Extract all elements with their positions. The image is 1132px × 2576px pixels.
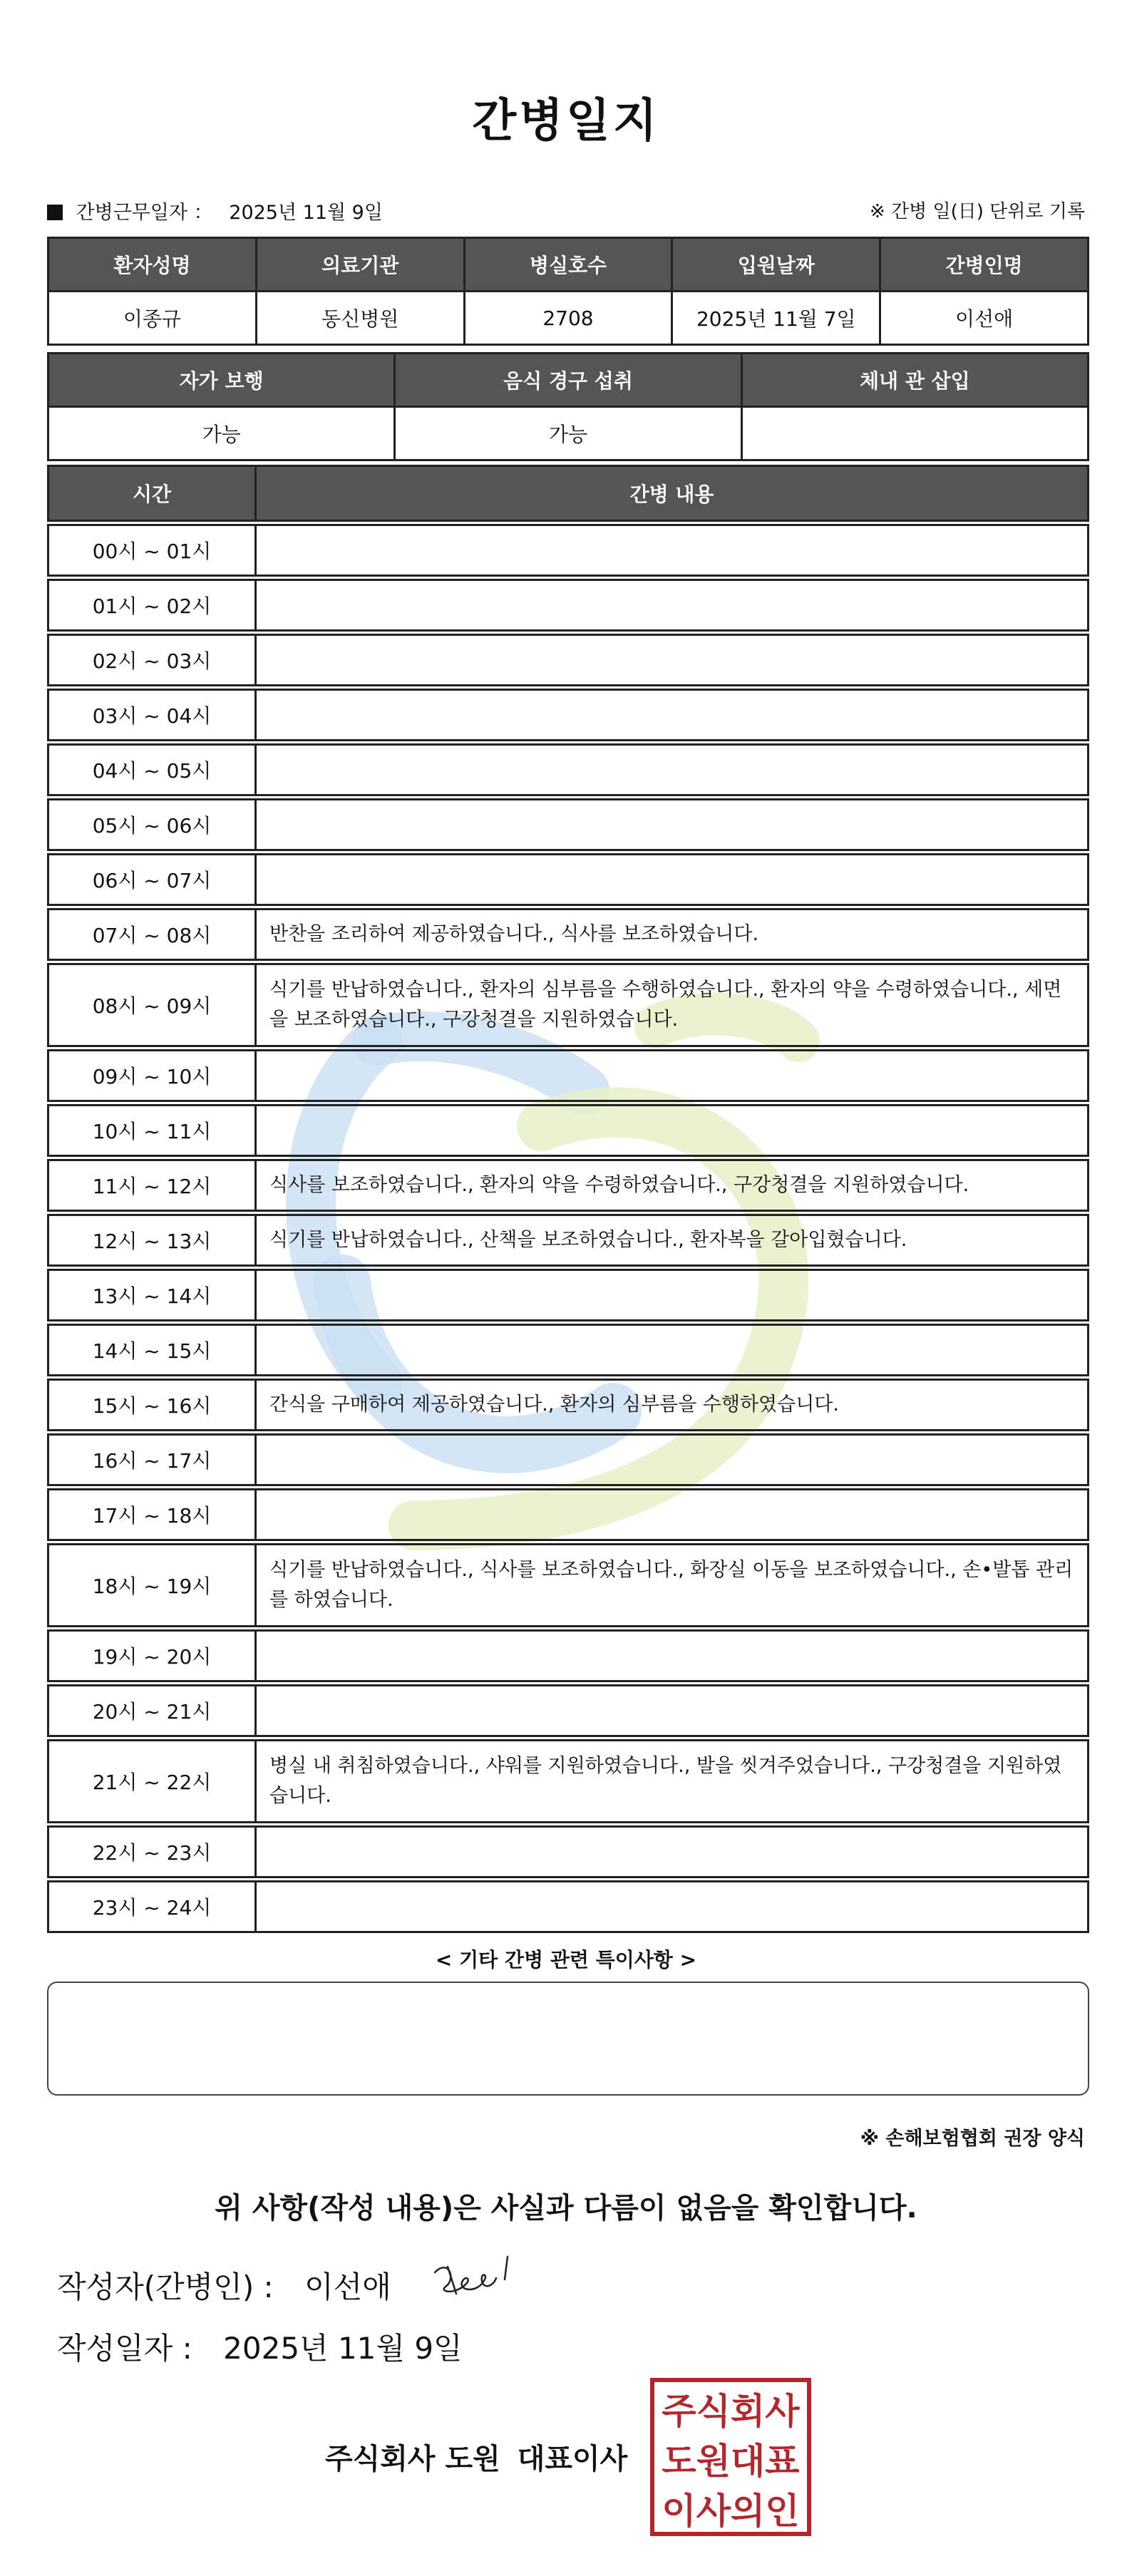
patient-header-row xyxy=(47,237,1089,292)
time-cell: 04시 ~ 05시 xyxy=(47,743,257,796)
time-cell: 08시 ~ 09시 xyxy=(47,963,257,1047)
header-admission-date: 입원날짜 xyxy=(671,237,881,292)
table-row xyxy=(47,1433,1089,1486)
content-cell xyxy=(254,1324,1089,1376)
table-row xyxy=(47,1543,1089,1627)
duty-date-value: 2025년 11월 9일 xyxy=(229,202,383,224)
content-cell xyxy=(254,1433,1089,1486)
time-cell: 11시 ~ 12시 xyxy=(47,1159,257,1212)
content-cell: 간식을 구매하여 제공하였습니다., 환자의 심부름을 수행하였습니다. xyxy=(254,1379,1089,1431)
table-row xyxy=(47,579,1089,632)
handwritten-signature-icon xyxy=(428,2251,520,2308)
table-row xyxy=(47,908,1089,961)
time-cell: 00시 ~ 01시 xyxy=(47,524,257,577)
time-cell: 09시 ~ 10시 xyxy=(47,1049,257,1102)
time-cell: 16시 ~ 17시 xyxy=(47,1433,257,1486)
duty-date-line xyxy=(47,197,383,225)
content-cell xyxy=(254,1825,1089,1878)
patient-name: 이종규 xyxy=(47,290,257,346)
written-date-value: 2025년 11월 9일 xyxy=(223,2331,463,2366)
time-cell: 20시 ~ 21시 xyxy=(47,1684,257,1737)
patient-status-table xyxy=(47,352,1089,461)
time-cell: 03시 ~ 04시 xyxy=(47,689,257,741)
table-row xyxy=(47,524,1089,577)
content-cell xyxy=(254,853,1089,906)
time-cell: 07시 ~ 08시 xyxy=(47,908,257,961)
table-row xyxy=(47,634,1089,686)
written-date-label: 작성일자 : xyxy=(57,2331,192,2366)
content-cell xyxy=(254,1629,1089,1682)
table-row xyxy=(47,1629,1089,1682)
company-role: 대표이사 xyxy=(517,2443,628,2475)
svg-text:주식회사: 주식회사 xyxy=(662,2391,800,2432)
content-cell: 반찬을 조리하여 제공하였습니다., 식사를 보조하였습니다. xyxy=(254,908,1089,961)
tube-insertion-value xyxy=(741,406,1089,461)
header-hospital: 의료기관 xyxy=(255,237,465,292)
table-row xyxy=(47,1739,1089,1823)
company-seal-icon xyxy=(650,2378,811,2536)
content-cell xyxy=(254,743,1089,796)
writer-label: 작성자(간병인) : xyxy=(57,2270,274,2304)
writer-line xyxy=(57,2264,391,2307)
table-row xyxy=(47,1684,1089,1737)
table-row xyxy=(47,1324,1089,1376)
content-cell xyxy=(254,1104,1089,1157)
table-row xyxy=(47,1825,1089,1878)
written-date-line xyxy=(57,2325,463,2368)
remarks-box xyxy=(47,1982,1089,2096)
writer-name: 이선애 xyxy=(304,2270,391,2304)
content-cell xyxy=(254,579,1089,632)
confirmation-statement: 위 사항(작성 내용)은 사실과 다름이 없음을 확인합니다. xyxy=(215,2192,917,2225)
table-row xyxy=(47,1379,1089,1431)
content-cell xyxy=(254,1488,1089,1541)
time-cell: 06시 ~ 07시 xyxy=(47,853,257,906)
table-row xyxy=(47,1880,1089,1933)
header-room-number: 병실호수 xyxy=(463,237,674,292)
table-row xyxy=(47,743,1089,796)
hourly-care-log-table xyxy=(47,465,1089,1933)
caregiver-name: 이선애 xyxy=(879,290,1089,346)
company-line xyxy=(325,2436,627,2477)
content-cell: 식기를 반납하였습니다., 환자의 심부름을 수행하였습니다., 환자의 약을 수령하였습니다., 세면을 보조하였습니다., 구강청결을 지원하였습니다. xyxy=(254,963,1089,1047)
bullet-square-icon xyxy=(47,205,63,220)
time-cell: 02시 ~ 03시 xyxy=(47,634,257,686)
content-cell: 식기를 반납하였습니다., 식사를 보조하였습니다., 화장실 이동을 보조하였습니다., 손•발톱 관리를 하였습니다. xyxy=(254,1543,1089,1627)
time-cell: 22시 ~ 23시 xyxy=(47,1825,257,1878)
content-cell xyxy=(254,1049,1089,1102)
patient-value-row xyxy=(47,290,1089,346)
time-cell: 10시 ~ 11시 xyxy=(47,1104,257,1157)
header-oral-intake: 음식 경구 섭취 xyxy=(393,352,742,408)
content-cell: 병실 내 취침하였습니다., 샤워를 지원하였습니다., 발을 씻겨주었습니다., 구강청결을 지원하였습니다. xyxy=(254,1739,1089,1823)
time-cell: 01시 ~ 02시 xyxy=(47,579,257,632)
time-cell: 13시 ~ 14시 xyxy=(47,1269,257,1322)
hospital-name: 동신병원 xyxy=(255,290,465,346)
page-title: 간병일지 xyxy=(472,95,660,148)
header-patient-name: 환자성명 xyxy=(47,237,257,292)
status-value-row xyxy=(47,406,1089,461)
content-cell xyxy=(254,689,1089,741)
svg-text:이사의인: 이사의인 xyxy=(662,2490,800,2532)
time-cell: 17시 ~ 18시 xyxy=(47,1488,257,1541)
self-walking-value: 가능 xyxy=(47,406,396,461)
table-row xyxy=(47,798,1089,851)
time-cell: 18시 ~ 19시 xyxy=(47,1543,257,1627)
header-tube-insertion: 체내 관 삽입 xyxy=(741,352,1089,408)
time-cell: 19시 ~ 20시 xyxy=(47,1629,257,1682)
content-cell xyxy=(254,524,1089,577)
time-cell: 14시 ~ 15시 xyxy=(47,1324,257,1376)
content-cell xyxy=(254,1880,1089,1933)
content-cell xyxy=(254,634,1089,686)
time-cell: 12시 ~ 13시 xyxy=(47,1214,257,1267)
status-header-row xyxy=(47,352,1089,408)
room-number: 2708 xyxy=(463,290,674,346)
content-cell: 식사를 보조하였습니다., 환자의 약을 수령하였습니다., 구강청결을 지원하였습니다. xyxy=(254,1159,1089,1212)
duty-date-label: 간병근무일자 ： xyxy=(76,202,213,224)
table-row xyxy=(47,853,1089,906)
table-row xyxy=(47,1104,1089,1157)
table-row xyxy=(47,1049,1089,1102)
header-time: 시간 xyxy=(47,465,257,522)
header-caregiver-name: 간병인명 xyxy=(879,237,1089,292)
content-cell xyxy=(254,1684,1089,1737)
time-cell: 15시 ~ 16시 xyxy=(47,1379,257,1431)
admission-date: 2025년 11월 7일 xyxy=(671,290,881,346)
content-cell: 식기를 반납하였습니다., 산책을 보조하였습니다., 환자복을 갈아입혔습니다. xyxy=(254,1214,1089,1267)
table-row xyxy=(47,1214,1089,1267)
content-cell xyxy=(254,1269,1089,1322)
table-row xyxy=(47,963,1089,1047)
patient-info-table xyxy=(47,237,1089,346)
time-cell: 23시 ~ 24시 xyxy=(47,1880,257,1933)
oral-intake-value: 가능 xyxy=(393,406,742,461)
table-row xyxy=(47,1269,1089,1322)
unit-note: ※ 간병 일(日) 단위로 기록 xyxy=(869,201,1085,222)
table-row xyxy=(47,1488,1089,1541)
log-header-row xyxy=(47,465,1089,522)
header-self-walking: 자가 보행 xyxy=(47,352,396,408)
company-name: 주식회사 도원 xyxy=(325,2443,500,2475)
content-cell xyxy=(254,798,1089,851)
svg-text:도원대표: 도원대표 xyxy=(662,2441,800,2482)
time-cell: 21시 ~ 22시 xyxy=(47,1739,257,1823)
remarks-label: < 기타 간병 관련 특이사항 > xyxy=(435,1948,697,1972)
form-source-note: ※ 손해보험협회 권장 양식 xyxy=(860,2128,1085,2150)
time-cell: 05시 ~ 06시 xyxy=(47,798,257,851)
header-care-content: 간병 내용 xyxy=(254,465,1089,522)
table-row xyxy=(47,689,1089,741)
table-row xyxy=(47,1159,1089,1212)
